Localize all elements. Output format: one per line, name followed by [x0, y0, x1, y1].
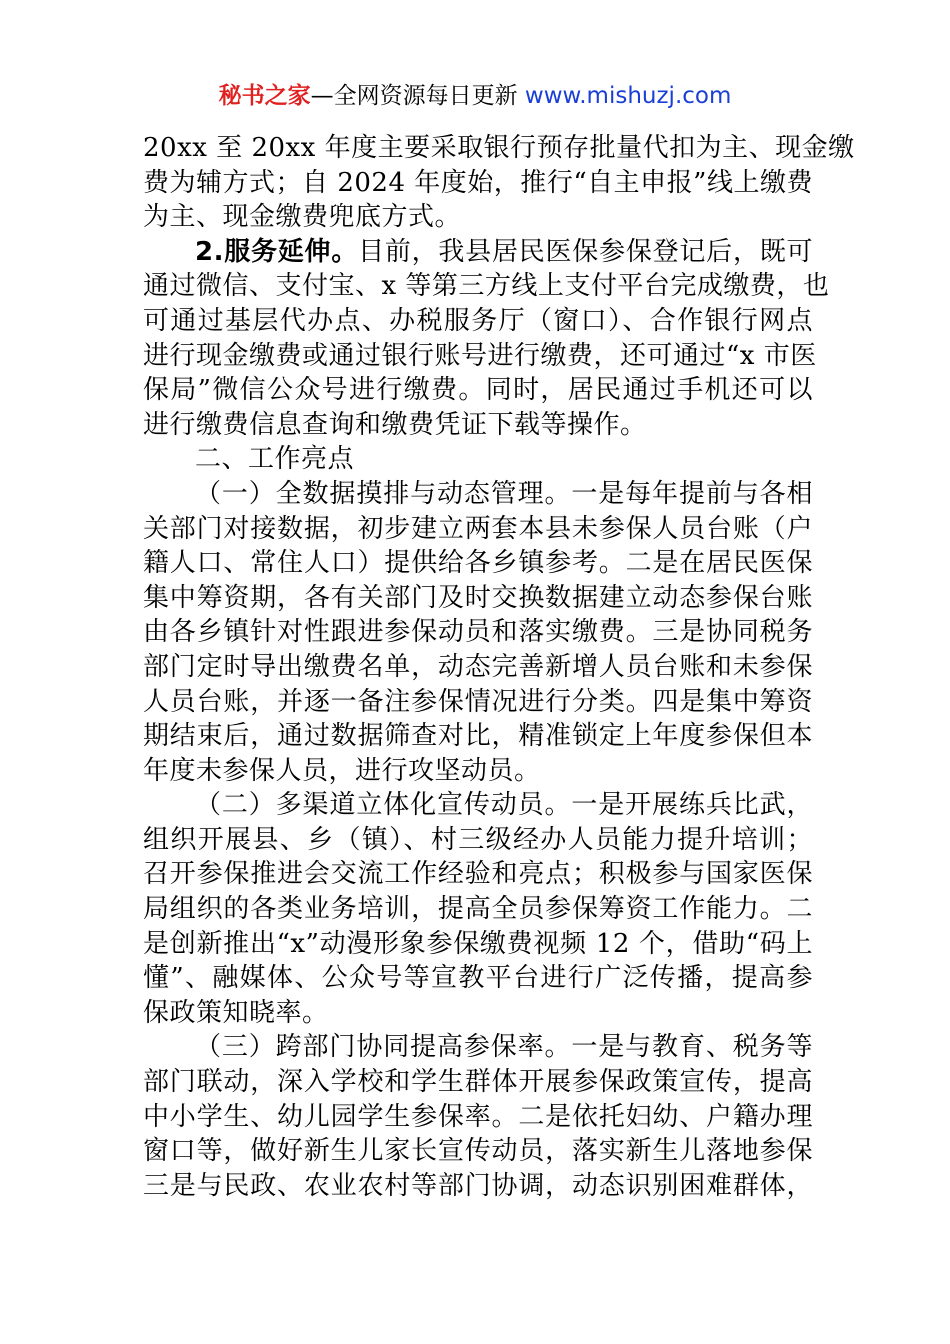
text-line: 费为辅方式；自 2024 年度始，推行“自主申报”线上缴费: [143, 167, 813, 198]
text-line: 目前，我县居民医保参保登记后，既可: [358, 236, 813, 267]
text-line: 期结束后，通过数据筛查对比，精准锁定上年度参保但本: [143, 721, 813, 752]
text-line: （三）跨部门协同提高参保率。一是与教育、税务等: [195, 1032, 813, 1063]
text-line: 籍人口、常住人口）提供给各乡镇参考。二是在居民医保: [143, 548, 813, 579]
site-brand: 秘书之家: [218, 83, 311, 109]
text-line: 部门联动，深入学校和学生群体开展参保政策宣传，提高: [143, 1067, 813, 1098]
text-line: 年度未参保人员，进行攻坚动员。: [143, 755, 541, 786]
text-line: 三是与民政、农业农村等部门协调，动态识别困难群体，: [143, 1170, 813, 1201]
text-line: 部门定时导出缴费名单，动态完善新增人员台账和未参保: [143, 651, 813, 682]
section-heading: 二、工作亮点: [195, 444, 355, 475]
text-line: 通过微信、支付宝、x 等第三方线上支付平台完成缴费，也: [143, 271, 830, 302]
paragraph-service-extension: [143, 235, 813, 270]
text-line: 保局”微信公众号进行缴费。同时，居民通过手机还可以: [143, 375, 813, 406]
text-line: 关部门对接数据，初步建立两套本县未参保人员台账（户: [143, 513, 813, 544]
text-line: （一）全数据摸排与动态管理。一是每年提前与各相: [195, 478, 813, 509]
site-url-link[interactable]: www.mishuzj.com: [524, 83, 732, 109]
text-line: 保政策知晓率。: [143, 997, 329, 1028]
text-line: 可通过基层代办点、办税服务厅（窗口）、合作银行网点: [143, 305, 813, 336]
document-body: [143, 131, 855, 1203]
text-line: 集中筹资期，各有关部门及时交换数据建立动态参保台账: [143, 582, 813, 613]
text-line: 人员台账，并逐一备注参保情况进行分类。四是集中筹资: [143, 686, 813, 717]
site-slogan: —全网资源每日更新: [310, 83, 525, 109]
text-line: 20xx 至 20xx 年度主要采取银行预存批量代扣为主、现金缴: [143, 133, 855, 163]
text-line: 由各乡镇针对性跟进参保动员和落实缴费。三是协同税务: [143, 617, 813, 648]
site-header: [0, 80, 950, 112]
text-line: 是创新推出“x”动漫形象参保缴费视频 12 个，借助“码上: [143, 928, 813, 959]
text-line: 进行缴费信息查询和缴费凭证下载等操作。: [143, 409, 647, 440]
text-line: 懂”、融媒体、公众号等宣教平台进行广泛传播，提高参: [143, 963, 813, 994]
text-line: 为主、现金缴费兜底方式。: [143, 202, 462, 233]
service-extension-title: 2.服务延伸。: [195, 236, 359, 267]
text-line: 局组织的各类业务培训，提高全员参保筹资工作能力。二: [143, 894, 813, 925]
text-line: 召开参保推进会交流工作经验和亮点；积极参与国家医保: [143, 859, 813, 890]
text-line: 中小学生、幼儿园学生参保率。二是依托妇幼、户籍办理: [143, 1101, 813, 1132]
text-line: 窗口等，做好新生儿家长宣传动员，落实新生儿落地参保: [143, 1136, 813, 1167]
text-line: （二）多渠道立体化宣传动员。一是开展练兵比武，: [195, 790, 813, 821]
text-line: 进行现金缴费或通过银行账号进行缴费，还可通过“x 市医: [143, 340, 817, 371]
text-line: 组织开展县、乡（镇）、村三级经办人员能力提升培训；: [143, 824, 813, 855]
